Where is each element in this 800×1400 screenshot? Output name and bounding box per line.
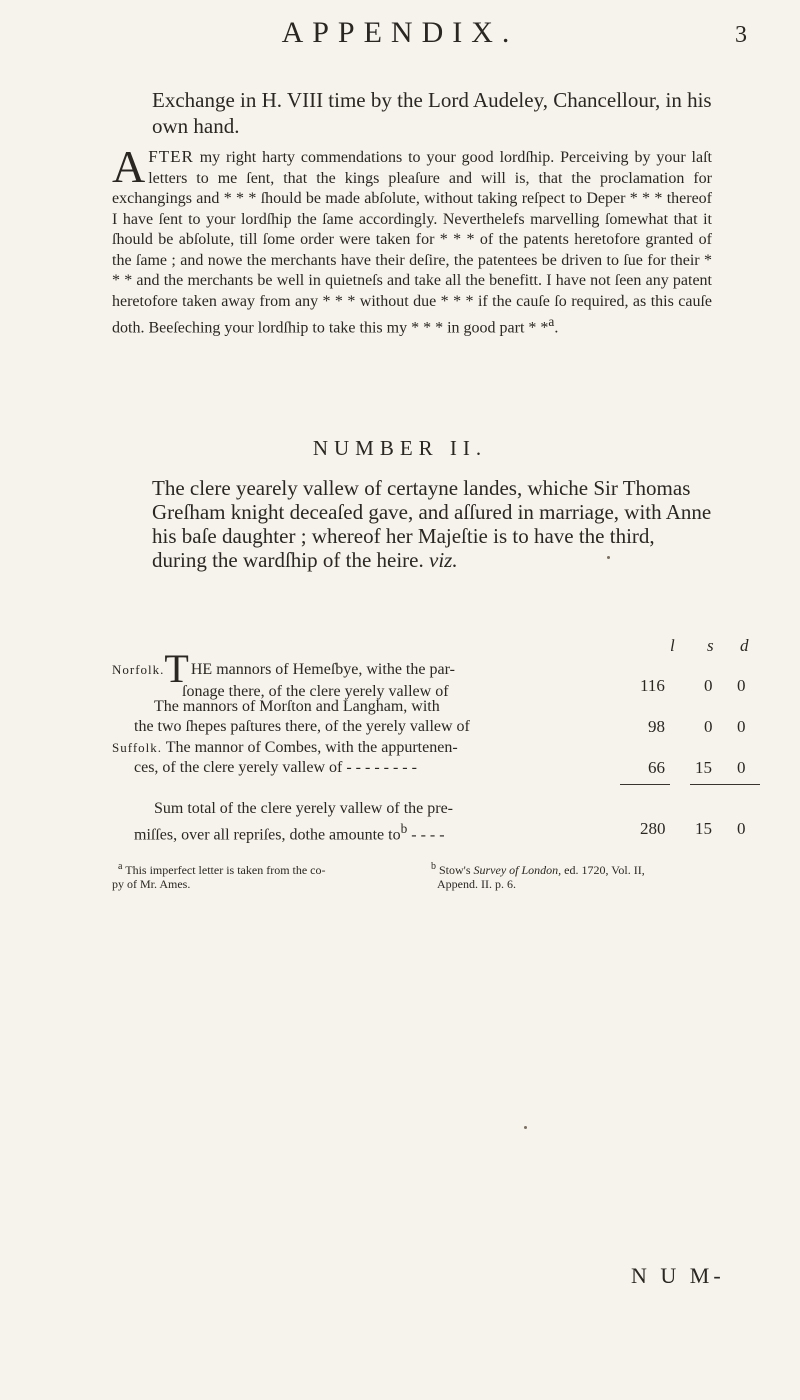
amount-shillings: 15 (695, 758, 712, 777)
column-pounds: l (670, 636, 675, 655)
footnote-a-mark: a (118, 861, 123, 872)
entry-text-line2: ſonage there, of the clere yerely vallew of (182, 683, 449, 700)
opening-word: FTER (148, 147, 194, 166)
footnote-b-line1 (425, 860, 725, 877)
amount-pence: 0 (737, 717, 746, 736)
entry-text-line1: The mannor of Combes, with the appurtenen- (162, 739, 458, 756)
county-label: Suffolk. (112, 740, 163, 755)
footnote-b-text1: Stow's (439, 863, 471, 877)
total-shillings: 15 (695, 819, 712, 838)
footnote-ref-a: a (548, 314, 555, 329)
running-title: APPENDIX. (281, 16, 519, 49)
section-number-heading: NUMBER II. (312, 436, 488, 460)
page-number: 3 (735, 22, 747, 48)
amount-pounds: 98 (648, 717, 665, 736)
total-pounds: 280 (640, 819, 666, 838)
footnote-a-text1: This imperfect letter is taken from the co- (125, 863, 326, 877)
total-pence: 0 (737, 819, 746, 838)
footnote-a-text2: py of Mr. Ames. (112, 877, 191, 891)
total-row (112, 799, 632, 845)
footnote-a-line1 (112, 860, 412, 877)
amount-pounds: 116 (640, 676, 665, 695)
sum-rule (620, 784, 670, 785)
drop-cap: A (112, 141, 146, 192)
column-shillings: s (707, 636, 714, 655)
amount-pence: 0 (737, 676, 746, 695)
footnote-b-mark: b (431, 861, 436, 872)
entry-line1 (112, 646, 632, 691)
running-head (0, 16, 800, 56)
document-heading (152, 476, 712, 572)
document-heading-text: The clere yearely vallew of certayne landes, whiche Sir Thomas Greſham knight deceaſed gave, and aſſured in marriage, with Anne his baſe daughter ; whereof her Majeſtie is to have the third, during the wardſhip of the heire. (152, 476, 712, 572)
total-dashes: - - - - (407, 826, 445, 844)
county-label: Norfolk. (112, 662, 165, 677)
viz-label: viz. (429, 548, 458, 572)
footnote-a (112, 860, 412, 891)
sum-rule (690, 784, 760, 785)
total-text-line2: miſſes, over all repriſes, dothe amounte to (134, 826, 401, 844)
entry-text-line1: HE mannors of Hemeſbye, withe the par- (190, 661, 455, 678)
column-pence: d (740, 636, 749, 655)
paper-speck (524, 1126, 527, 1129)
footnote-b-text2: ed. 1720, Vol. II, (564, 863, 645, 877)
footnote-b (425, 860, 725, 891)
letter-heading: Exchange in H. VIII time by the Lord Audeley, Chancellour, in his own hand. (152, 88, 712, 138)
footnote-b-line2: Append. II. p. 6. (437, 877, 516, 891)
table-row (112, 646, 632, 702)
entry-line1 (112, 738, 632, 758)
amount-pence: 0 (737, 758, 746, 777)
footnote-b-title: Survey of London, (473, 863, 562, 877)
catchword: N U M- (631, 1263, 725, 1288)
letter-body: AFTER my right harty commendations to your good lordſhip. Perceiving by your laſt letters to me ſent, that the kings pleaſure and will is, that the proclamation for exchangings and * * * ſhould be made abſolute, without taking reſpect to Deper * * * thereof I have ſent to your lordſhip the ſame accordingly. Neverthelefs marvelling ſomewhat that it ſhould be abſolute, till ſome order were taken for * * * of the patents heretofore granted of the ſame ; and nowe the merchants have their deſire, the patentees be driven to ſue for their * * * and the merchants be well in quietneſs and take all the benefitt. I have not ſeen any patent heretofore taken away from any * * * without due * * * if the cauſe ſo required, as this cauſe doth. Beeſeching your lordſhip to take this my * * * in good part * *$^a$. (112, 141, 712, 337)
initial-letter: T (164, 646, 189, 691)
entry-text-line2: ces, of the clere yerely vallew of - - - - - - - - (134, 759, 417, 776)
footnote-ref-b: b (400, 821, 408, 836)
total-text-line1: Sum total of the clere yerely vallew of the pre- (154, 800, 453, 817)
paper-speck (607, 556, 610, 559)
entry-text-line1: The mannors of Morſton and Langham, with (154, 698, 440, 715)
table-row (112, 697, 632, 737)
entry-text-line2: the two ſhepes paſtures there, of the yerely vallew of (134, 718, 470, 735)
amount-shillings: 0 (704, 717, 713, 736)
letter-text: my right harty commendations to your good lordſhip. Perceiving by your laſt letters to me ſent, that the kings pleaſure and will is, that the proclamation for exchangings and * * * ſhould be made abſolute, without taking reſpect to Deper * * * thereof I have ſent to your lordſhip the ſame accordingly. Neverthelefs marvelling ſomewhat that it ſhould be abſolute, till ſome order were taken for * * * of the patents heretofore granted of the ſame ; and nowe the merchants have their deſire, the patentees be driven to ſue for their * * * and the merchants be well in quietneſs and take all the benefitt. I have not ſeen any patent heretofore taken away from any * * * without due * * * if the cauſe ſo required, as this cauſe doth. Beeſeching your lordſhip to take this my * * * in good part * * (112, 149, 712, 337)
total-line2 (112, 819, 632, 845)
amount-shillings: 0 (704, 676, 713, 695)
amount-pounds: 66 (648, 758, 665, 777)
table-row (112, 738, 632, 778)
